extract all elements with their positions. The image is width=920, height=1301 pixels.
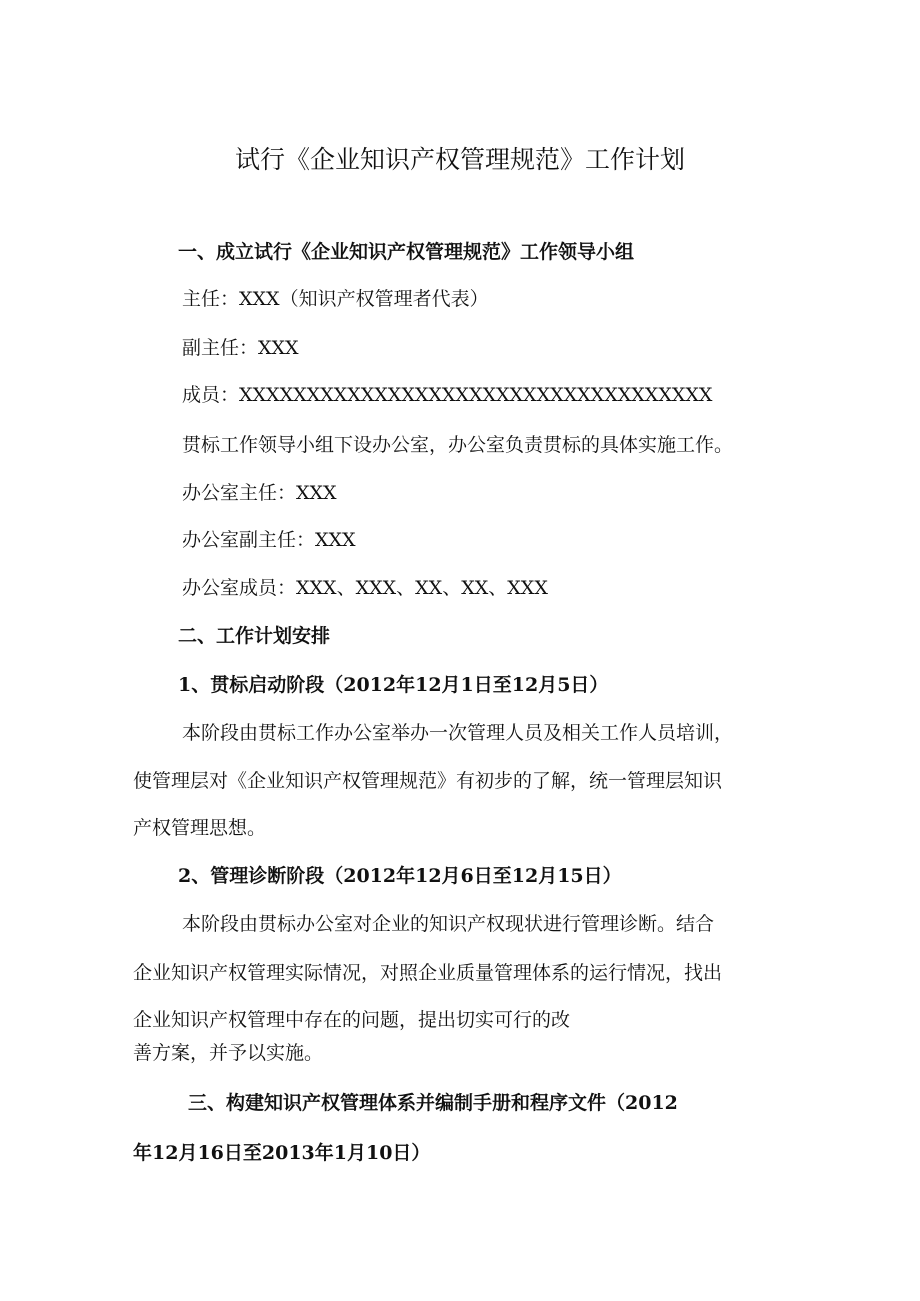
phase2-line: 企业知识产权管理实际情况，对照企业质量管理体系的运行情况，找出 <box>133 962 723 984</box>
office-deputy-director-line: 办公室副主任：XXX <box>182 529 356 551</box>
phase2-line: 本阶段由贯标办公室对企业的知识产权现状进行管理诊断。结合 <box>182 913 715 935</box>
deputy-director-line: 副主任：XXX <box>182 337 299 359</box>
office-note-line: 贯标工作领导小组下设办公室，办公室负责贯标的具体实施工作。 <box>182 434 734 456</box>
phase1-line: 使管理层对《企业知识产权管理规范》有初步的了解，统一管理层知识 <box>133 770 723 792</box>
section2-heading: 二、工作计划安排 <box>178 625 331 647</box>
members-line: 成员：XXXXXXXXXXXXXXXXXXXXXXXXXXXXXXXXXXX <box>182 384 713 406</box>
section1-heading: 一、成立试行《企业知识产权管理规范》工作领导小组 <box>178 241 635 263</box>
office-director-line: 办公室主任：XXX <box>182 482 337 504</box>
phase1-heading: 1、贯标启动阶段（2012年12月1日至12月5日） <box>178 674 609 696</box>
director-line: 主任：XXX（知识产权管理者代表） <box>182 288 489 310</box>
section3-heading: 三、构建知识产权管理体系并编制手册和程序文件（2012 <box>188 1092 678 1114</box>
phase2-heading: 2、管理诊断阶段（2012年12月6日至12月15日） <box>178 865 622 887</box>
section3-heading-continued: 年12月16日至2013年1月10日） <box>133 1142 431 1164</box>
phase2-line: 善方案，并予以实施。 <box>133 1042 324 1064</box>
phase2-line: 企业知识产权管理中存在的问题，提出切实可行的改 <box>133 1009 571 1031</box>
document-title: 试行《企业知识产权管理规范》工作计划 <box>234 145 685 174</box>
phase1-line: 产权管理思想。 <box>133 817 267 839</box>
phase1-line: 本阶段由贯标工作办公室举办一次管理人员及相关工作人员培训， <box>182 722 734 744</box>
office-members-line: 办公室成员：XXX、XXX、XX、XX、XXX <box>182 577 548 599</box>
